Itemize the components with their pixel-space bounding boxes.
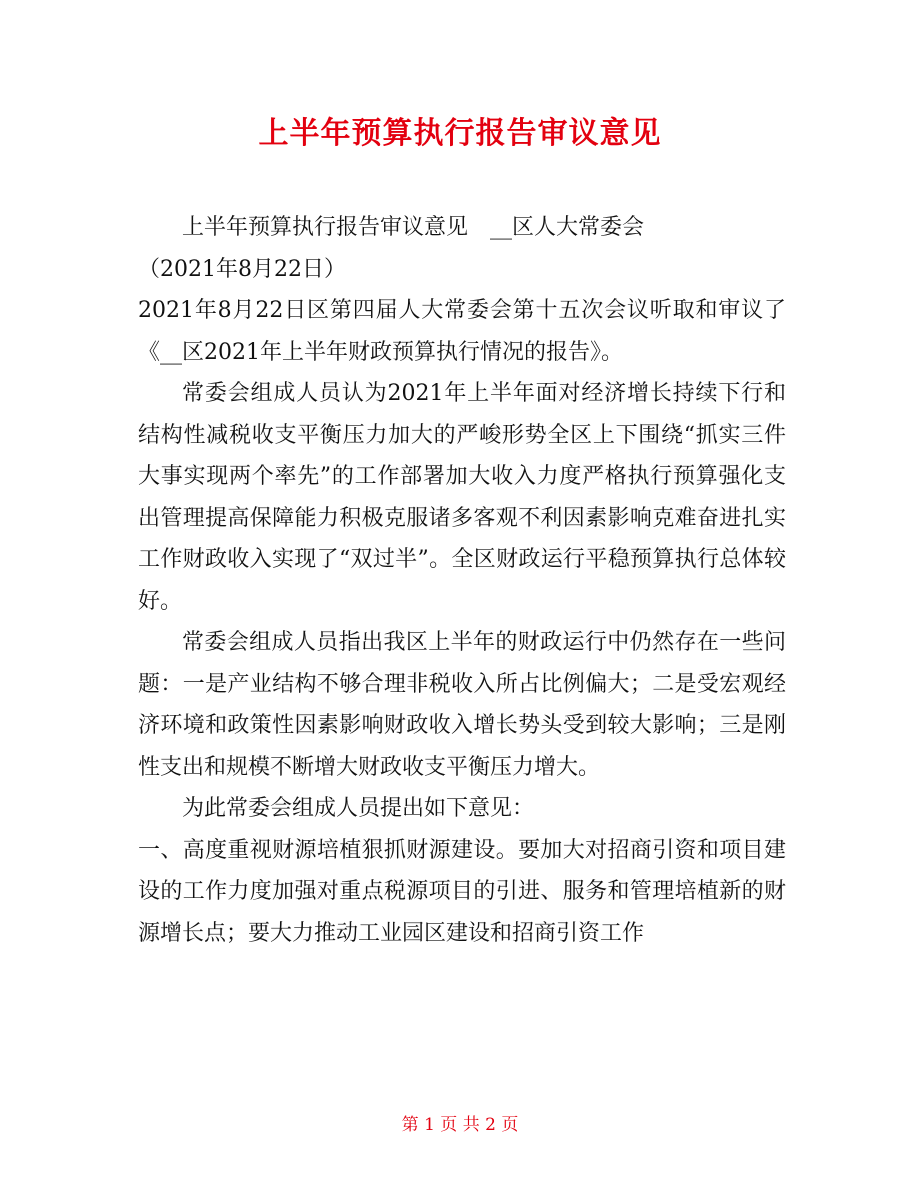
paragraph-date: （2021年8月22日）: [138, 256, 346, 282]
paragraph-problems: 常委会组成人员指出我区上半年的财政运行中仍然存在一些问题：一是产业结构不够合理非税收入所占比例偏大；二是受宏观经济环境和政策性因素影响财政收入增长势头受到较大影响；三是刚性支出和规模不断增大财政收支平衡压力增大。: [138, 630, 786, 780]
paragraph-opinion-one: 一、高度重视财源培植狠抓财源建设。要加大对招商引资和项目建设的工作力度加强对重点税源项目的引进、服务和管理培植新的财源增长点；要大力推动工业园区建设和招商引资工作: [138, 837, 786, 946]
document-title: 上半年预算执行报告审议意见: [258, 116, 662, 151]
document-body: [138, 207, 786, 954]
paragraph-opinions-intro: 为此常委会组成人员提出如下意见：: [182, 796, 535, 821]
paragraph-assessment: 常委会组成人员认为2021年上半年面对经济增长持续下行和结构性减税收支平衡压力加大的严峻形势全区上下围绕“抓实三件大事实现两个率先”的工作部署加大收入力度严格执行预算强化支出管理提高保障能力积极克服诸多客观不利因素影响克难奋进扎实工作财政收入实现了“双过半”。全区财政运行平稳预算执行总体较好。: [138, 381, 786, 614]
paragraph-heading-line: 上半年预算执行报告审议意见 __区人大常委会: [182, 215, 645, 240]
page-number-footer: 第 1 页 共 2 页: [401, 1115, 519, 1135]
paragraph-meeting: 2021年8月22日区第四届人大常委会第十五次会议听取和审议了《__区2021年上半年财政预算执行情况的报告》。: [138, 298, 786, 365]
